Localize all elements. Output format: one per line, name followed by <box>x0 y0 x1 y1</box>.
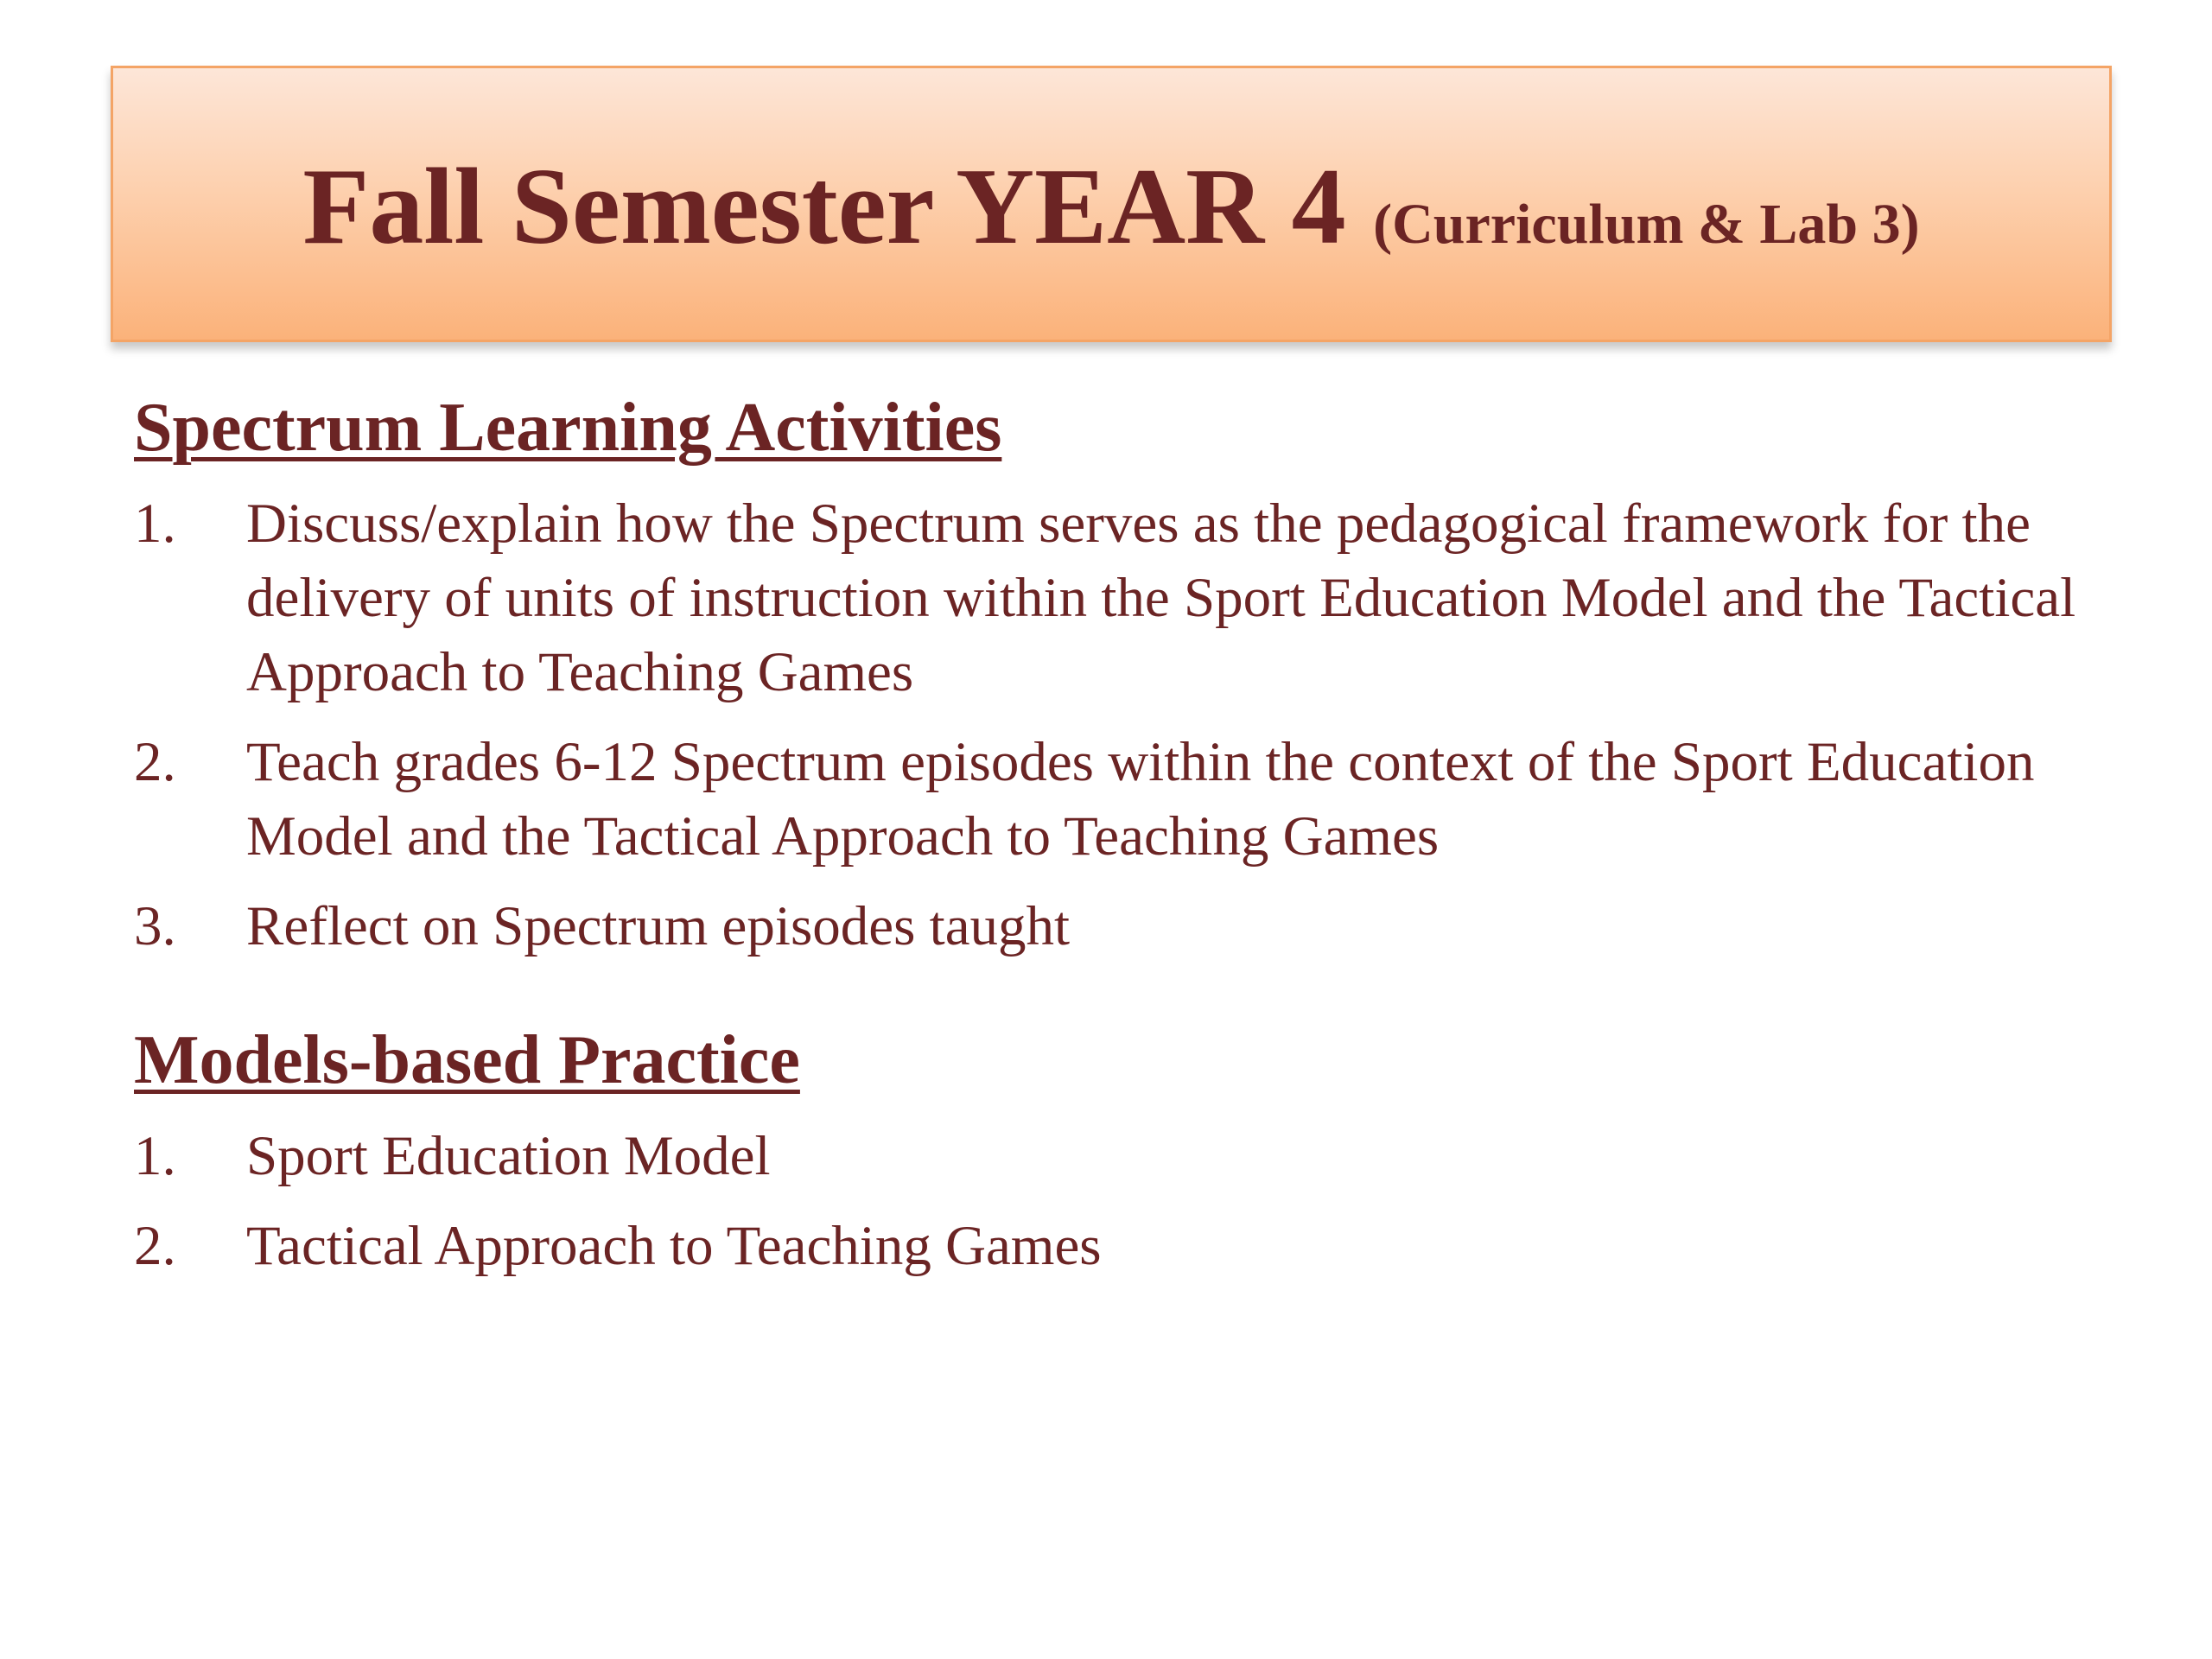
spectrum-activities-list <box>134 486 2087 963</box>
slide-title-subtitle: (Curriculum & Lab 3) <box>1373 193 1920 256</box>
list-item <box>134 1209 2087 1283</box>
slide-title-box <box>111 66 2112 342</box>
list-item-text: Discuss/explain how the Spectrum serves as the pedagogical framework for the delivery of units of instruction within the Sport Education Model and the Tactical Approach to Teaching Games <box>246 493 2076 703</box>
list-item-text: Reflect on Spectrum episodes taught <box>246 895 1071 957</box>
list-item <box>134 889 2087 963</box>
list-item-number: 2. <box>134 731 176 793</box>
list-item-number: 3. <box>134 895 176 957</box>
list-item-text: Tactical Approach to Teaching Games <box>246 1215 1102 1277</box>
list-item <box>134 725 2087 874</box>
slide-content <box>134 385 2087 1283</box>
list-item-number: 2. <box>134 1215 176 1277</box>
list-item <box>134 486 2087 709</box>
section-heading-spectrum-learning-activities: Spectrum Learning Activities <box>134 390 1002 466</box>
slide-title <box>302 145 1919 270</box>
slide-title-main: Fall Semester YEAR 4 <box>302 147 1374 267</box>
list-item-text: Teach grades 6-12 Spectrum episodes within the context of the Sport Education Model and the Tactical Approach to Teaching Games <box>246 731 2035 868</box>
section-heading-models-based-practice: Models-based Practice <box>134 1022 800 1098</box>
list-item-text: Sport Education Model <box>246 1125 771 1187</box>
list-item-number: 1. <box>134 493 176 555</box>
list-item-number: 1. <box>134 1125 176 1187</box>
list-item <box>134 1119 2087 1193</box>
models-based-practice-list <box>134 1119 2087 1283</box>
section-divider-space <box>134 963 2087 1017</box>
